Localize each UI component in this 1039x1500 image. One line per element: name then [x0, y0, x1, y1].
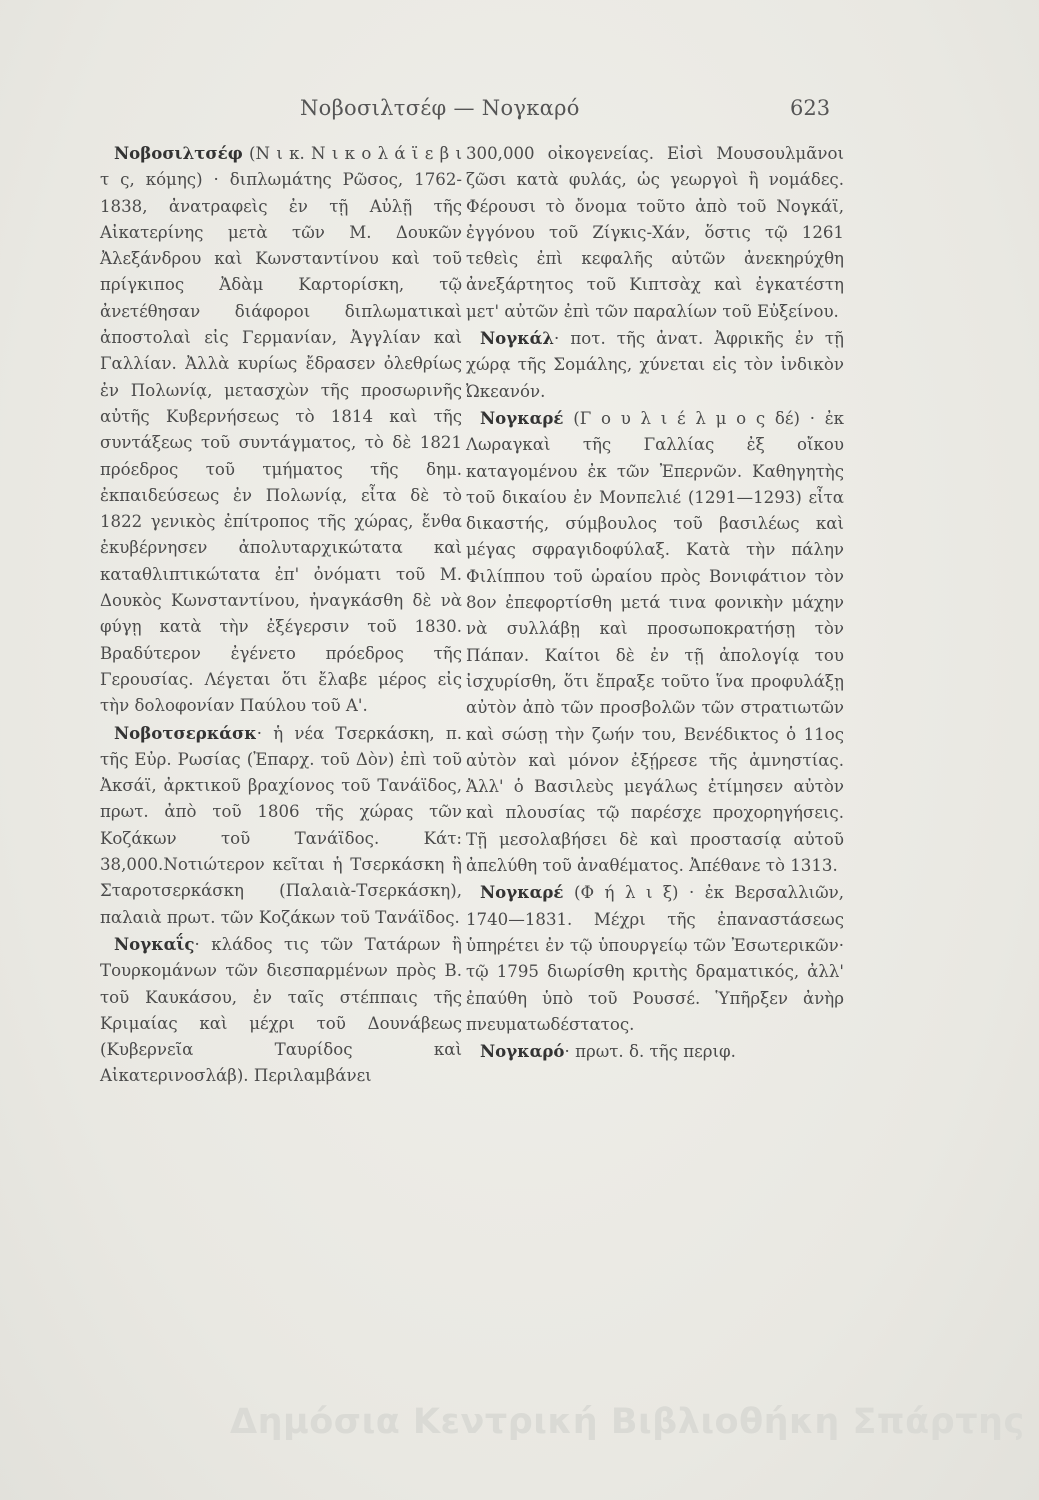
right-column — [466, 140, 844, 1065]
entry-text: · πρωτ. δ. τῆς περιφ. — [564, 1042, 736, 1062]
dictionary-entry — [466, 879, 844, 1038]
entry-text: · ποτ. τῆς ἀνατ. Ἀφρικῆς ἐν τῇ χώρᾳ τῆς Σομάλης, χύνεται εἰς τὸν ἰνδικὸν Ὠκεανόν. — [466, 329, 844, 401]
page-number: 623 — [790, 96, 831, 120]
entry-text: (Γ ο υ λ ι έ λ μ ο ς δέ) · ἐκ Λωραγκαὶ τῆς Γαλλίας ἐξ οἴκου καταγομένου ἐκ τῶν Ἐπερνῶν. Καθηγητὴς τοῦ δικαίου ἐν Μονπελιέ (1291—1293) εἶτα δικαστής, σύμβουλος τοῦ βασιλέως καὶ μέγας σφραγιδοφύλαξ. Κατὰ τὴν πάλην Φιλίππου τοῦ ὡραίου πρὸς Βονιφάτιον τὸν 8ον ἐπεφορτίσθη μετά τινα φονικὴν μάχην νὰ συλλάβῃ καὶ προσωποκρατήσῃ τὸν Πάπαν. Καίτοι δὲ ἐν τῇ ἀπολογίᾳ του ἰσχυρίσθη, ὅτι ἔπραξε τοῦτο ἵνα προφυλάξῃ αὐτὸν ἀπὸ τῶν προσβολῶν τῶν στρατιωτῶν καὶ σώσῃ τὴν ζωήν του, Βενέδικτος ὁ 11ος αὐτὸν καὶ μόνον ἐξῄρεσε τῆς ἀμνηστίας. Ἀλλ' ὁ Βασιλεὺς μεγάλως ἐτίμησεν αὐτὸν καὶ πλουσίας τῷ παρέσχε προχορηγήσεις. Τῇ μεσολαβήσει δὲ καὶ προστασίᾳ αὐτοῦ ἀπελύθη τοῦ ἀναθέματος. Ἀπέθανε τὸ 1313. — [466, 408, 844, 876]
entry-text: (Φ ή λ ι ξ) · ἐκ Βερσαλλιῶν, 1740—1831. Μέχρι τῆς ἐπαναστάσεως ὑπηρέτει ἐν τῷ ὑπουργείῳ τῶν Ἐσωτερικῶν· τῷ 1795 διωρίσθη κριτὴς δραματικός, ἀλλ' ἐπαύθη ὑπὸ τοῦ Ρουσσέ. Ὑπῆρξεν ἀνὴρ πνευματωδέστατος. — [466, 883, 844, 1034]
running-title: Νοβοσιλτσέφ — Νογκαρό — [300, 96, 580, 120]
entry-headword: Νογκαΐς — [114, 933, 195, 954]
entry-text: · κλάδος τις τῶν Τατάρων ἢ Τουρκομάνων τῶν διεσπαρμένων πρὸς Β. τοῦ Καυκάσου, ἐν ταῖς στέππαις τῆς Κριμαίας καὶ μέχρι τοῦ Δουνάβεως (Κυβερνεῖα Ταυρίδος καὶ Αἰκατερινοσλάβ). Περιλαμβάνει — [100, 934, 462, 1086]
left-column — [100, 140, 462, 1090]
dictionary-entry-continuation — [466, 140, 844, 325]
dictionary-entry — [100, 140, 462, 720]
entry-text: (Ν ι κ. Ν ι κ ο λ ά ϊ ε β ι τ ς, κόμης) · διπλωμάτης Ρῶσος, 1762-1838, ἀνατραφεὶς ἐν τῇ Αὐλῇ τῆς Αἰκατερίνης μετὰ τῶν Μ. Δουκῶν Ἀλεξάνδρου καὶ Κωνσταντίνου καὶ τοῦ πρίγκιπος Ἀδὰμ Καρτορίσκη, τῷ ἀνετέθησαν διάφοροι διπλωματικαὶ ἀποστολαὶ εἰς Γερμανίαν, Ἀγγλίαν καὶ Γαλλίαν. Ἀλλὰ κυρίως ἔδρασεν ὀλεθρίως ἐν Πολωνίᾳ, μετασχὼν τῆς προσωρινῆς αὐτῆς Κυβερνήσεως τὸ 1814 καὶ τῆς συντάξεως τοῦ συντάγματος, τὸ δὲ 1821 πρόεδρος τοῦ τμήματος τῆς δημ. ἐκπαιδεύσεως ἐν Πολωνίᾳ, εἶτα δὲ τὸ 1822 γενικὸς ἐπίτροπος τῆς χώρας, ἔνθα ἐκυβέρνησεν ἀπολυταρχικώτατα καὶ καταθλιπτικώτατα ἐπ' ὀνόματι τοῦ Μ. Δουκὸς Κωνσταντίνου, ἠναγκάσθη δὲ νὰ φύγῃ κατὰ τὴν ἐξέγερσιν τοῦ 1830. Βραδύτερον ἐγένετο πρόεδρος τῆς Γερουσίας. Λέγεται ὅτι ἔλαβε μέρος εἰς τὴν δολοφονίαν Παύλου τοῦ Α'. — [100, 144, 462, 716]
dictionary-entry — [466, 325, 844, 405]
entry-headword: Νογκαρό — [480, 1041, 565, 1062]
entry-headword: Νογκαρέ — [480, 882, 564, 903]
dictionary-entry — [466, 1038, 844, 1065]
entry-headword: Νογκαρέ — [480, 407, 564, 428]
dictionary-entry — [100, 720, 462, 931]
library-watermark: Δημόσια Κεντρική Βιβλιοθήκη Σπάρτης — [230, 1402, 1025, 1442]
entry-text: · ἡ νέα Τσερκάσκη, π. τῆς Εὐρ. Ρωσίας (Ἐπαρχ. τοῦ Δὸν) ἐπὶ τοῦ Ἀκσάϊ, ἀρκτικοῦ βραχίονος τοῦ Τανάϊδος, πρωτ. ἀπὸ τοῦ 1806 τῆς χώρας τῶν Κοζάκων τοῦ Τανάϊδος. Κάτ: 38,000.Νοτιώτερον κεῖται ἡ Τσερκάσκη ἢ Σταροτσερκάσκη (Παλαιὰ-Τσερκάσκη), παλαιὰ πρωτ. τῶν Κοζάκων τοῦ Τανάϊδος. — [100, 723, 462, 927]
dictionary-entry — [466, 405, 844, 879]
entry-headword: Νογκάλ — [480, 328, 555, 349]
entry-text: 300,000 οἰκογενείας. Εἰσὶ Μουσουλμᾶνοι ζῶσι κατὰ φυλάς, ὡς γεωργοὶ ἢ νομάδες. Φέρουσι τὸ ὄνομα τοῦτο ἀπὸ τοῦ Νογκάϊ, ἐγγόνου τοῦ Ζίγκις-Χάν, ὅστις τῷ 1261 τεθεὶς ἐπὶ κεφαλῆς αὐτῶν ἀνεκηρύχθη ἀνεξάρτητος τοῦ Κιπτσὰχ καὶ ἐγκατέστη μετ' αὐτῶν ἐπὶ τῶν παραλίων τοῦ Εὐξείνου. — [466, 144, 844, 321]
entry-headword: Νοβοτσερκάσκ — [114, 722, 257, 743]
entry-headword: Νοβοσιλτσέφ — [114, 143, 243, 163]
dictionary-entry — [100, 931, 462, 1090]
